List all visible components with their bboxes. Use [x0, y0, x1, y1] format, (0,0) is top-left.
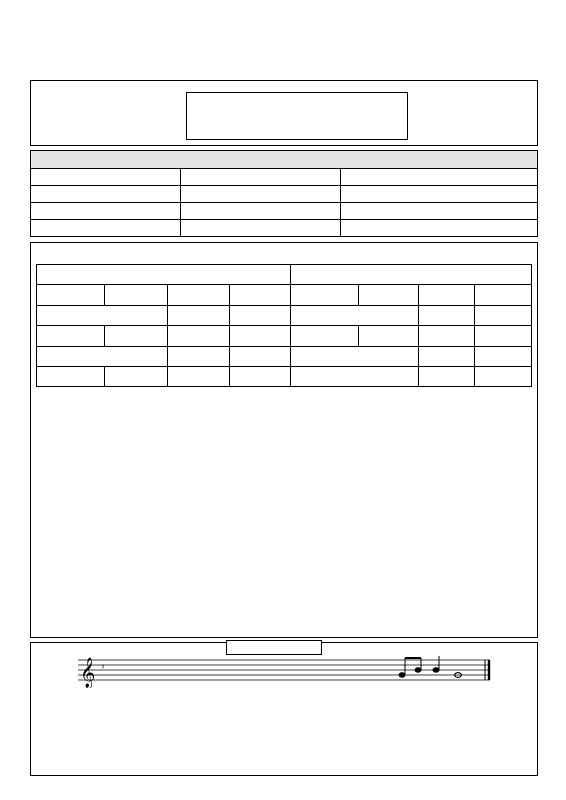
plan-header: [341, 169, 538, 186]
table-cell: [229, 305, 291, 325]
subtotal-row: [37, 305, 532, 325]
table-cell: [475, 305, 532, 325]
monthly-report-table: [36, 264, 532, 387]
plan-cell: [181, 186, 341, 203]
column-header: [104, 285, 167, 305]
table-cell: [167, 305, 229, 325]
masthead: [186, 92, 408, 140]
report-section-row: [37, 265, 532, 285]
table-cell: [419, 305, 475, 325]
plan-cell: [31, 220, 181, 237]
grand-total-label: [37, 366, 105, 386]
table-cell: [229, 366, 291, 386]
table-cell: [291, 326, 359, 346]
plan-row: [31, 203, 538, 220]
treble-clef-icon: 𝄞: [80, 658, 96, 688]
table-cell: [475, 346, 532, 366]
plan-cell: [181, 220, 341, 237]
table-cell: [229, 346, 291, 366]
plan-cell: [341, 186, 538, 203]
provisional-row: [37, 326, 532, 346]
table-cell: [167, 366, 229, 386]
table-cell: [104, 326, 167, 346]
balance-label: [291, 366, 419, 386]
table-cell: [167, 346, 229, 366]
column-header: [167, 285, 229, 305]
plan-title: [31, 151, 538, 169]
table-cell: [419, 326, 475, 346]
renewal-plan-table: [30, 150, 538, 237]
table-cell: [229, 326, 291, 346]
plan-row: [31, 186, 538, 203]
plan-cell: [181, 203, 341, 220]
plan-cell: [341, 203, 538, 220]
table-cell: [475, 366, 532, 386]
plan-row: [31, 220, 538, 237]
table-cell: [37, 326, 105, 346]
plan-cell: [341, 220, 538, 237]
monthly-total-label: [291, 346, 419, 366]
table-cell: [475, 326, 532, 346]
plan-header: [181, 169, 341, 186]
rest-icon: 𝄽: [102, 663, 105, 671]
column-header: [419, 285, 475, 305]
note-icon: [399, 656, 461, 677]
table-cell: [104, 366, 167, 386]
expense-heading: [291, 265, 532, 285]
income-heading: [37, 265, 291, 285]
plan-cell: [31, 203, 181, 220]
hymn-title: [226, 640, 322, 655]
plan-header: [31, 169, 181, 186]
table-cell: [359, 326, 419, 346]
monthly-total-row: [37, 346, 532, 366]
column-header: [359, 285, 419, 305]
table-cell: [167, 326, 229, 346]
column-header: [229, 285, 291, 305]
balance-value: [419, 366, 475, 386]
column-header: [291, 285, 359, 305]
subtotal-label: [37, 305, 168, 325]
column-header: [475, 285, 532, 305]
music-staff: [78, 654, 498, 688]
column-header: [37, 285, 105, 305]
plan-cell: [31, 186, 181, 203]
grand-total-row: [37, 366, 532, 386]
table-cell: [419, 346, 475, 366]
monthly-total-label: [37, 346, 168, 366]
subtotal-label: [291, 305, 419, 325]
report-header-row: [37, 285, 532, 305]
